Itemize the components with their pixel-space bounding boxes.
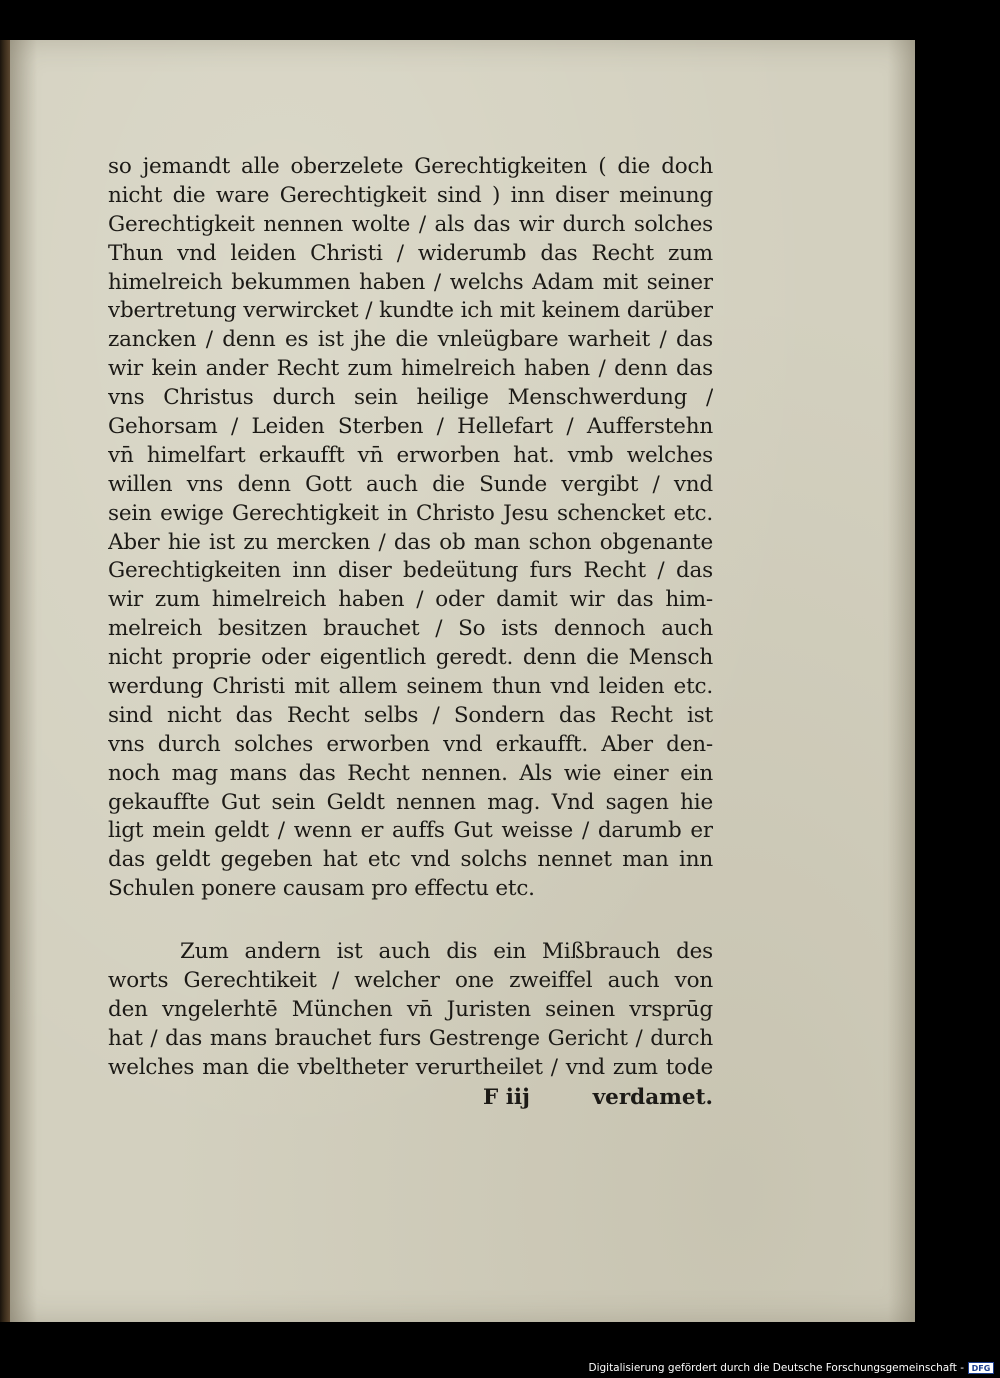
paragraph-gap (108, 904, 713, 938)
dfg-logo-icon: DFG (968, 1362, 994, 1374)
text-line: wir kein ander Recht zum himelreich haben / denn das (108, 356, 713, 382)
text-line: Gerechtigkeit nennen wolte / als das wir durch solches (108, 211, 713, 237)
text-line: so jemandt alle oberzelete Gerechtigkeiten ( die doch (108, 154, 713, 179)
text-line: vn̄ himelfart erkaufft vn̄ erworben hat. vmb welches (108, 442, 713, 468)
text-line: willen vns denn Gott auch die Sunde vergibt / vnd (108, 471, 713, 497)
text-line: Gehorsam / Leiden Sterben / Hellefart / Aufferstehn (108, 414, 713, 440)
text-line: Thun vnd leiden Christi / widerumb das Recht zum (108, 240, 713, 266)
catchword: verdamet. (592, 1084, 713, 1110)
text-line: worts Gerechtikeit / welcher one zweiffel auch von (108, 968, 713, 994)
text-line: welches man die vbeltheter verurtheilet / vnd zum tode (108, 1054, 713, 1080)
text-line: vns Christus durch sein heilige Menschwerdung / (108, 385, 713, 411)
text-line: noch mag mans das Recht nennen. Als wie einer ein (108, 760, 713, 786)
dfg-credit-text: Digitalisierung gefördert durch die Deutsche Forschungsgemeinschaft - (588, 1362, 964, 1374)
text-line: sind nicht das Recht selbs / Sondern das Recht ist (108, 702, 713, 728)
signature-mark: F iij (483, 1084, 530, 1110)
text-line: vbertretung verwircket / kundte ich mit keinem darüber (108, 298, 713, 324)
text-line: sein ewige Gerechtigkeit in Christo Jesu schencket etc. (108, 500, 713, 526)
page-text-block (108, 153, 713, 1113)
text-line: den vngelerhtē München vn̄ Juristen seinen vrsprūg (108, 996, 713, 1022)
text-line: wir zum himelreich haben / oder damit wir das him- (108, 587, 713, 613)
text-line: nicht die ware Gerechtigkeit sind ) inn diser meinung (108, 182, 713, 208)
text-line: Gerechtigkeiten inn diser bedeütung furs Recht / das (108, 558, 713, 584)
text-line: werdung Christi mit allem seinem thun vnd leiden etc. (108, 674, 713, 700)
text-line: Aber hie ist zu mercken / das ob man schon obgenante (108, 529, 713, 555)
text-line: Schulen ponere causam pro effectu etc. (108, 876, 535, 902)
book-page (10, 40, 915, 1322)
text-line: vns durch solches erworben vnd erkaufft. Aber den- (108, 731, 713, 757)
text-line: zancken / denn es ist jhe die vnleügbare warheit / das (108, 327, 713, 353)
text-line: das geldt gegeben hat etc vnd solchs nennet man inn (108, 847, 713, 873)
text-line: himelreich bekummen haben / welchs Adam mit seiner (108, 269, 713, 295)
text-line: hat / das mans brauchet furs Gestrenge Gericht / durch (108, 1025, 713, 1051)
text-line: gekauffte Gut sein Geldt nennen mag. Vnd sagen hie (108, 789, 713, 815)
text-line: ligt mein geldt / wenn er auffs Gut weisse / darumb er (108, 818, 713, 844)
text-line: melreich besitzen brauchet / So ists dennoch auch (108, 616, 713, 642)
text-line: nicht proprie oder eigentlich geredt. denn die Mensch (108, 645, 713, 671)
book-edge (0, 40, 10, 1322)
signature-line (108, 1083, 713, 1113)
text-line: Zum andern ist auch dis ein Mißbrauch des (180, 939, 713, 965)
